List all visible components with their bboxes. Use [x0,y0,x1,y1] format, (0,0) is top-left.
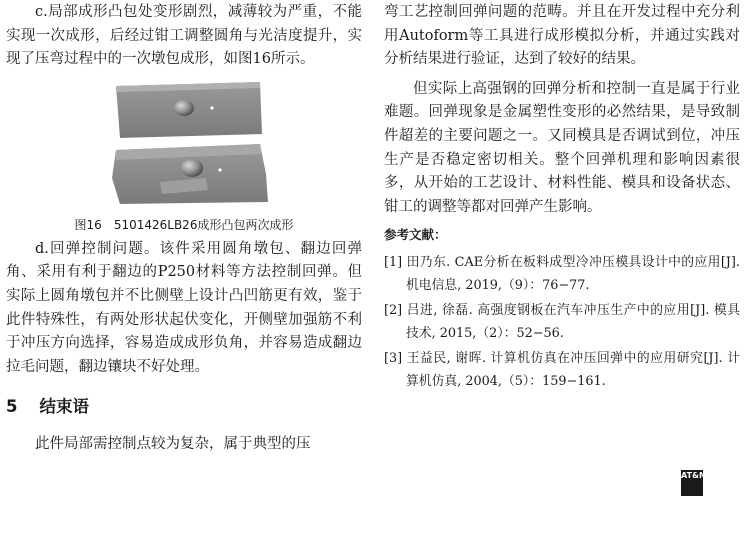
left-column [6,0,362,457]
reference-item: [2] 吕进, 徐磊. 高强度钢板在汽车冲压生产中的应用[J]. 模具技术, 2015,（2）：52−56. [384,303,740,342]
paragraph-conclusion-start: 此件局部需控制点较为复杂，属于典型的压 [35,436,311,453]
right-column [384,0,740,395]
paragraph-d: d.回弹控制问题。该件采用圆角墩包、翻边回弹角、采用有利于翻边的P250材料等方法控制回弹。但实际上圆角墩包并不比侧壁上设计凸凹筋更有效，鉴于此件特殊性，有两处形状起伏变化，开侧壁加强筋不利于冲压方向选择，容易造成成形负角，并容易造成翻边拉毛问题，翻边镶块不好处理。 [6,240,362,375]
paragraph-conclusion-cont: 弯工艺控制回弹问题的范畴。并且在开发过程中充分利用Autoform等工具进行成形模拟分析，并通过实践对分析结果进行验证，达到了较好的结果。 [384,4,740,68]
section-number: 5 [6,397,18,417]
lower-boss-shape [181,159,203,177]
section-heading [6,393,362,417]
journal-logo: AT&M [681,470,703,496]
paragraph-c: c.局部成形凸包处变形剧烈，减薄较为严重，不能实现一次成形，后经过钳工调整圆角与光洁度提升，实现了压弯过程中的一次墩包成形，如图16所示。 [6,4,362,68]
reference-item: [1] 田乃东. CAE分析在板料成型冷冲压模具设计中的应用[J]. 机电信息, 2019,（9）：76−77. [384,255,740,294]
figure-16-image [110,78,272,208]
figure-caption: 图16 5101426LB26成形凸包两次成形 [74,217,294,232]
paragraph-springback: 但实际上高强钢的回弹分析和控制一直是属于行业难题。回弹现象是金属塑性变形的必然结果，是导致制件超差的主要问题之一。又同模具是否调试到位，冲压生产是否稳定密切相关。整个回弹机理和影响因素很多，从开始的工艺设计、材料性能、模具和设备状态、钳工的调整等都对回弹产生影响。 [384,80,740,215]
references-title: 参考文献： [384,227,447,243]
section-title: 结束语 [39,397,89,417]
reference-item: [3] 王益民, 谢晖. 计算机仿真在冲压回弹中的应用研究[J]. 计算机仿真, 2004,（5）：159−161. [384,351,740,390]
upper-boss-shape [174,100,194,116]
figure-16 [6,78,362,220]
